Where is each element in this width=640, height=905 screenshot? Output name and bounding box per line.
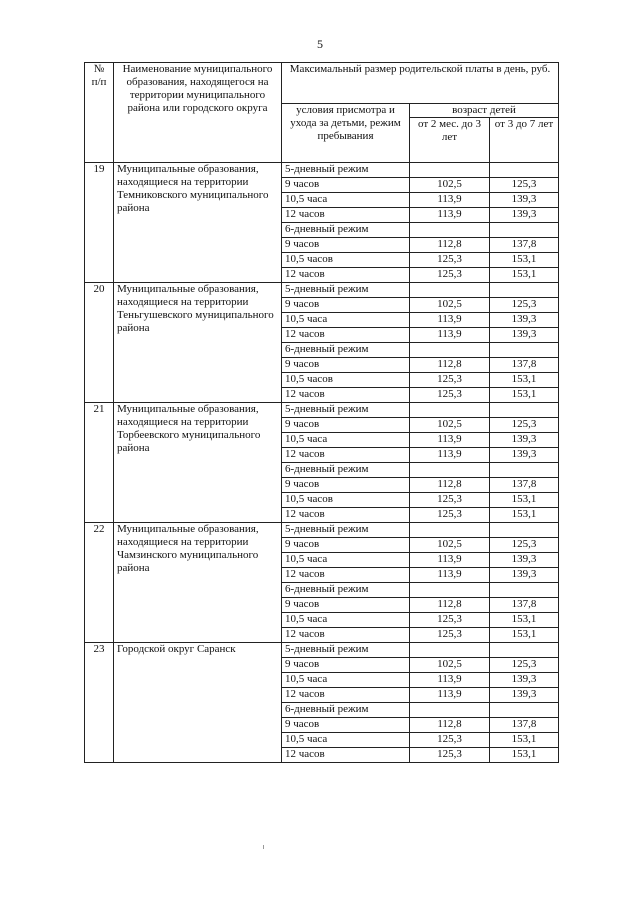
fee-age-3y-7y: 125,3 <box>490 298 559 313</box>
stay-duration: 12 часов <box>282 388 410 403</box>
fee-age-2m-3y: 102,5 <box>410 298 490 313</box>
empty-cell <box>410 463 490 478</box>
fee-age-3y-7y: 153,1 <box>490 253 559 268</box>
fee-age-2m-3y: 102,5 <box>410 418 490 433</box>
stay-duration: 9 часов <box>282 178 410 193</box>
empty-cell <box>410 283 490 298</box>
fee-age-2m-3y: 113,9 <box>410 568 490 583</box>
empty-cell <box>490 403 559 418</box>
fee-age-2m-3y: 113,9 <box>410 433 490 448</box>
header-municipality: Наименование муниципального образования, находящегося на территории муниципального района или городского округа <box>114 63 282 163</box>
fee-age-2m-3y: 125,3 <box>410 388 490 403</box>
fee-age-3y-7y: 139,3 <box>490 568 559 583</box>
fee-age-2m-3y: 125,3 <box>410 253 490 268</box>
empty-cell <box>410 643 490 658</box>
stay-duration: 12 часов <box>282 208 410 223</box>
fee-age-2m-3y: 125,3 <box>410 268 490 283</box>
mode-row <box>85 283 559 298</box>
empty-cell <box>410 343 490 358</box>
fee-age-2m-3y: 112,8 <box>410 598 490 613</box>
fee-age-3y-7y: 139,3 <box>490 673 559 688</box>
empty-cell <box>490 703 559 718</box>
fee-age-2m-3y: 102,5 <box>410 178 490 193</box>
stay-duration: 12 часов <box>282 508 410 523</box>
mode-label: 6-дневный режим <box>282 463 410 478</box>
fee-age-2m-3y: 125,3 <box>410 628 490 643</box>
stay-duration: 10,5 часа <box>282 673 410 688</box>
fee-age-3y-7y: 153,1 <box>490 748 559 763</box>
fee-age-2m-3y: 112,8 <box>410 478 490 493</box>
stay-duration: 10,5 часа <box>282 193 410 208</box>
stay-duration: 10,5 часа <box>282 553 410 568</box>
page-number: 5 <box>317 37 323 51</box>
empty-cell <box>490 283 559 298</box>
empty-cell <box>490 163 559 178</box>
fee-age-3y-7y: 137,8 <box>490 598 559 613</box>
stay-duration: 10,5 часов <box>282 373 410 388</box>
empty-cell <box>410 523 490 538</box>
fee-age-3y-7y: 139,3 <box>490 313 559 328</box>
stay-duration: 12 часов <box>282 268 410 283</box>
fee-age-3y-7y: 137,8 <box>490 718 559 733</box>
header-age-2m-3y: от 2 мес. до 3 лет <box>410 118 490 163</box>
fee-age-3y-7y: 139,3 <box>490 553 559 568</box>
mode-label: 5-дневный режим <box>282 403 410 418</box>
stay-duration: 9 часов <box>282 478 410 493</box>
header-number: № п/п <box>85 63 114 163</box>
header-conditions: условия присмотра и ухода за детьми, режим пребывания <box>282 104 410 163</box>
stay-duration: 10,5 часа <box>282 613 410 628</box>
fee-age-2m-3y: 112,8 <box>410 358 490 373</box>
fee-age-3y-7y: 137,8 <box>490 238 559 253</box>
fee-age-3y-7y: 125,3 <box>490 658 559 673</box>
fee-age-2m-3y: 112,8 <box>410 238 490 253</box>
entry-number: 22 <box>85 523 114 643</box>
fee-age-2m-3y: 125,3 <box>410 748 490 763</box>
empty-cell <box>490 643 559 658</box>
mode-row <box>85 163 559 178</box>
municipality-name: Муниципальные образования, находящиеся на территории Торбеевского муниципального района <box>114 403 282 523</box>
mode-row <box>85 403 559 418</box>
stay-duration: 9 часов <box>282 418 410 433</box>
fee-age-3y-7y: 153,1 <box>490 733 559 748</box>
stay-duration: 12 часов <box>282 688 410 703</box>
entry-number: 23 <box>85 643 114 763</box>
mode-label: 6-дневный режим <box>282 223 410 238</box>
stay-duration: 9 часов <box>282 538 410 553</box>
empty-cell <box>410 403 490 418</box>
stay-duration: 9 часов <box>282 598 410 613</box>
stay-duration: 9 часов <box>282 658 410 673</box>
mode-label: 6-дневный режим <box>282 703 410 718</box>
entry-number: 21 <box>85 403 114 523</box>
entry-number: 20 <box>85 283 114 403</box>
fee-age-3y-7y: 137,8 <box>490 358 559 373</box>
mode-label: 5-дневный режим <box>282 283 410 298</box>
stay-duration: 12 часов <box>282 748 410 763</box>
fee-age-3y-7y: 139,3 <box>490 328 559 343</box>
stay-duration: 9 часов <box>282 298 410 313</box>
stay-duration: 12 часов <box>282 448 410 463</box>
stay-duration: 10,5 часа <box>282 313 410 328</box>
fee-age-2m-3y: 125,3 <box>410 373 490 388</box>
stay-duration: 12 часов <box>282 568 410 583</box>
fee-age-3y-7y: 153,1 <box>490 268 559 283</box>
mode-row <box>85 643 559 658</box>
entry-number: 19 <box>85 163 114 283</box>
fee-age-2m-3y: 112,8 <box>410 718 490 733</box>
fee-age-2m-3y: 113,9 <box>410 313 490 328</box>
fee-age-3y-7y: 125,3 <box>490 538 559 553</box>
mode-label: 5-дневный режим <box>282 163 410 178</box>
stay-duration: 10,5 часов <box>282 493 410 508</box>
header-max-fee: Максимальный размер родительской платы в день, руб. <box>282 63 559 104</box>
fee-age-3y-7y: 139,3 <box>490 688 559 703</box>
fee-age-3y-7y: 137,8 <box>490 478 559 493</box>
fee-age-3y-7y: 139,3 <box>490 208 559 223</box>
stay-duration: 12 часов <box>282 328 410 343</box>
fee-age-3y-7y: 125,3 <box>490 178 559 193</box>
stay-duration: 9 часов <box>282 718 410 733</box>
municipality-name: Муниципальные образования, находящиеся на территории Чамзинского муниципального района <box>114 523 282 643</box>
fee-age-2m-3y: 125,3 <box>410 493 490 508</box>
mode-label: 6-дневный режим <box>282 343 410 358</box>
fee-age-3y-7y: 153,1 <box>490 508 559 523</box>
fee-age-2m-3y: 102,5 <box>410 658 490 673</box>
fee-age-3y-7y: 125,3 <box>490 418 559 433</box>
fee-age-2m-3y: 125,3 <box>410 613 490 628</box>
mode-label: 5-дневный режим <box>282 523 410 538</box>
mode-row <box>85 523 559 538</box>
empty-cell <box>490 223 559 238</box>
fee-age-3y-7y: 153,1 <box>490 388 559 403</box>
fee-age-3y-7y: 153,1 <box>490 613 559 628</box>
empty-cell <box>490 463 559 478</box>
municipality-name: Городской округ Саранск <box>114 643 282 763</box>
fee-age-3y-7y: 153,1 <box>490 628 559 643</box>
stay-duration: 10,5 часов <box>282 253 410 268</box>
mode-label: 6-дневный режим <box>282 583 410 598</box>
footer-mark <box>263 845 264 849</box>
header-age-3y-7y: от 3 до 7 лет <box>490 118 559 163</box>
empty-cell <box>490 583 559 598</box>
fee-age-2m-3y: 125,3 <box>410 508 490 523</box>
stay-duration: 9 часов <box>282 238 410 253</box>
fee-age-3y-7y: 153,1 <box>490 493 559 508</box>
parental-fee-table <box>84 62 559 763</box>
mode-label: 5-дневный режим <box>282 643 410 658</box>
municipality-name: Муниципальные образования, находящиеся на территории Теньгушевского муниципального района <box>114 283 282 403</box>
fee-age-2m-3y: 113,9 <box>410 193 490 208</box>
fee-age-2m-3y: 125,3 <box>410 733 490 748</box>
stay-duration: 10,5 часа <box>282 433 410 448</box>
fee-age-3y-7y: 153,1 <box>490 373 559 388</box>
empty-cell <box>410 223 490 238</box>
fee-age-2m-3y: 113,9 <box>410 688 490 703</box>
empty-cell <box>410 583 490 598</box>
empty-cell <box>490 343 559 358</box>
stay-duration: 10,5 часа <box>282 733 410 748</box>
fee-age-2m-3y: 102,5 <box>410 538 490 553</box>
fee-age-3y-7y: 139,3 <box>490 193 559 208</box>
stay-duration: 9 часов <box>282 358 410 373</box>
empty-cell <box>490 523 559 538</box>
fee-age-2m-3y: 113,9 <box>410 673 490 688</box>
fee-age-2m-3y: 113,9 <box>410 448 490 463</box>
fee-age-3y-7y: 139,3 <box>490 433 559 448</box>
fee-age-2m-3y: 113,9 <box>410 553 490 568</box>
empty-cell <box>410 703 490 718</box>
stay-duration: 12 часов <box>282 628 410 643</box>
empty-cell <box>410 163 490 178</box>
fee-age-3y-7y: 139,3 <box>490 448 559 463</box>
municipality-name: Муниципальные образования, находящиеся на территории Темниковского муниципального района <box>114 163 282 283</box>
fee-age-2m-3y: 113,9 <box>410 208 490 223</box>
header-age-group: возраст детей <box>410 104 559 118</box>
fee-age-2m-3y: 113,9 <box>410 328 490 343</box>
